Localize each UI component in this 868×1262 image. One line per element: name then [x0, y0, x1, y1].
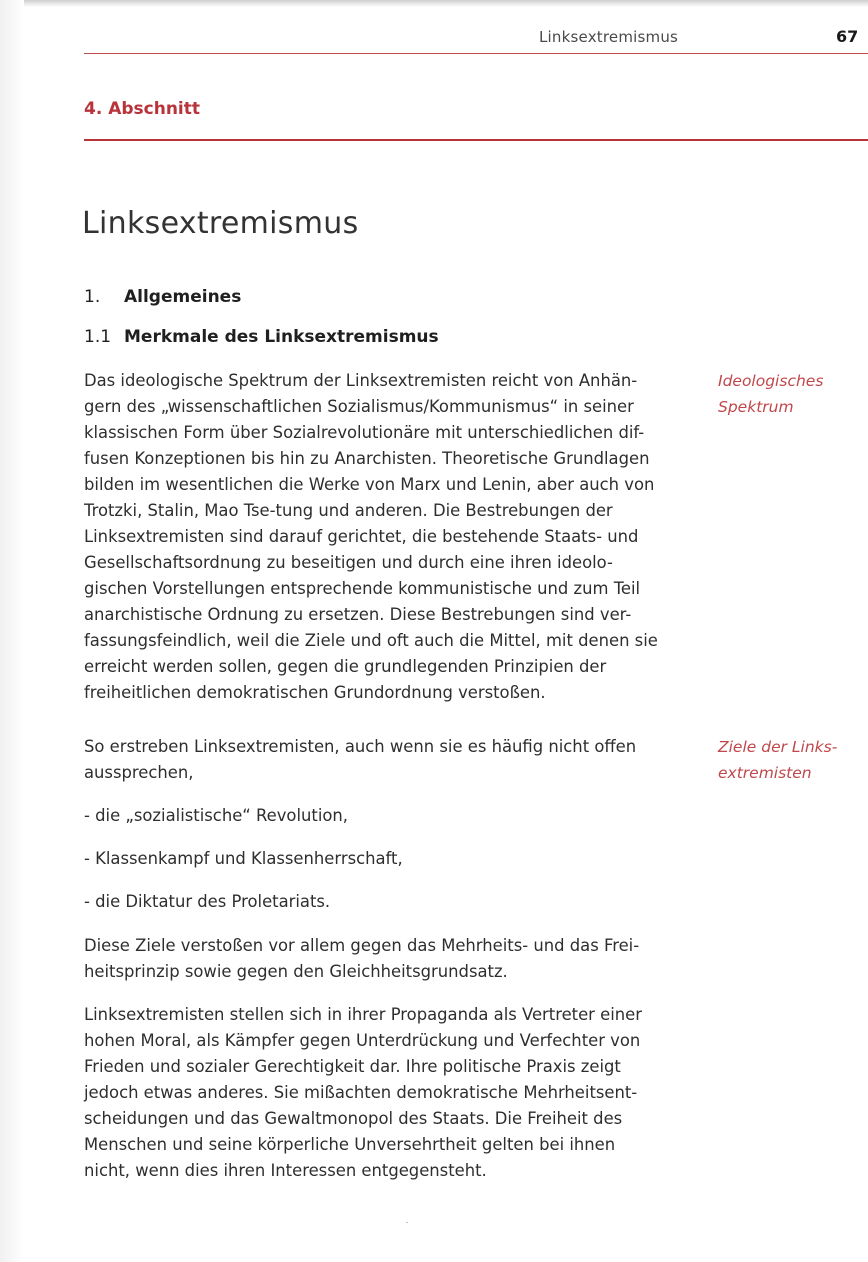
text-line: gern des „wissenschaftlichen Sozialismus/Kommunismus“ in seiner: [84, 397, 634, 416]
heading-number: 1.1: [84, 327, 112, 347]
text-line: nicht, wenn dies ihren Interessen entgegensteht.: [84, 1161, 487, 1180]
text-line: Das ideologische Spektrum der Linksextremisten reicht von Anhän-: [84, 371, 638, 390]
margin-note-line: extremisten: [718, 764, 812, 782]
section-label: 4. Abschnitt: [84, 99, 201, 119]
text-line: freiheitlichen demokratischen Grundordnung verstoßen.: [84, 683, 546, 702]
text-line: aussprechen,: [84, 763, 194, 782]
paragraph-ziele-verstossen: [84, 933, 700, 985]
text-line: Linksextremisten sind darauf gerichtet, die bestehende Staats- und: [84, 527, 639, 546]
heading-merkmale: [84, 327, 439, 347]
text-line: anarchistische Ordnung zu ersetzen. Diese Bestrebungen sind ver-: [84, 605, 632, 624]
scan-top-shadow: [0, 0, 868, 7]
scan-speck: [406, 1222, 408, 1223]
paragraph-ziele-intro: [84, 734, 700, 786]
margin-note-ziele: [718, 734, 866, 786]
text-line: jedoch etwas anderes. Sie mißachten demokratische Mehrheitsent-: [84, 1083, 638, 1102]
scan-left-shadow: [0, 0, 24, 1262]
header-divider: [84, 53, 868, 54]
text-line: fassungsfeindlich, weil die Ziele und oft auch die Mittel, mit denen sie: [84, 631, 658, 650]
heading-text: Merkmale des Linksextremismus: [124, 327, 439, 347]
text-line: Trotzki, Stalin, Mao Tse-tung und anderen. Die Bestrebungen der: [84, 501, 613, 520]
page-number: 67: [836, 27, 859, 46]
text-line: erreicht werden sollen, gegen die grundlegenden Prinzipien der: [84, 657, 607, 676]
paragraph-propaganda: [84, 1002, 700, 1184]
heading-number: 1.: [84, 287, 101, 307]
heading-allgemeines: [84, 287, 241, 307]
text-line: Gesellschaftsordnung zu beseitigen und durch eine ihren ideolo-: [84, 553, 613, 572]
text-line: bilden im wesentlichen die Werke von Marx und Lenin, aber auch von: [84, 475, 655, 494]
margin-note-line: Ziele der Links-: [718, 738, 838, 756]
section-divider: [84, 139, 868, 141]
margin-note-line: Ideologisches: [718, 372, 824, 390]
text-line: Linksextremisten stellen sich in ihrer Propaganda als Vertreter einer: [84, 1005, 642, 1024]
text-line: klassischen Form über Sozialrevolutionäre mit unterschiedlichen dif-: [84, 423, 645, 442]
running-header-title: Linksextremismus: [539, 28, 679, 46]
chapter-title: Linksextremismus: [82, 206, 359, 241]
list-item: - die „sozialistische“ Revolution,: [84, 806, 349, 825]
paragraph-ideologisches-spektrum: [84, 368, 700, 706]
text-line: So erstreben Linksextremisten, auch wenn sie es häufig nicht offen: [84, 737, 637, 756]
text-line: hohen Moral, als Kämpfer gegen Unterdrückung und Verfechter von: [84, 1031, 641, 1050]
text-line: gischen Vorstellungen entsprechende kommunistische und zum Teil: [84, 579, 641, 598]
margin-note-line: Spektrum: [718, 398, 794, 416]
list-item: - die Diktatur des Proletariats.: [84, 892, 331, 911]
text-line: Frieden und sozialer Gerechtigkeit dar. Ihre politische Praxis zeigt: [84, 1057, 621, 1076]
margin-note-ideologisches-spektrum: [718, 368, 866, 420]
heading-text: Allgemeines: [124, 287, 242, 307]
text-line: Diese Ziele verstoßen vor allem gegen das Mehrheits- und das Frei-: [84, 936, 640, 955]
text-line: scheidungen und das Gewaltmonopol des Staats. Die Freiheit des: [84, 1109, 623, 1128]
text-line: Menschen und seine körperliche Unversehrtheit gelten bei ihnen: [84, 1135, 616, 1154]
text-line: heitsprinzip sowie gegen den Gleichheitsgrundsatz.: [84, 962, 508, 981]
list-item: - Klassenkampf und Klassenherrschaft,: [84, 849, 403, 868]
text-line: fusen Konzeptionen bis hin zu Anarchisten. Theoretische Grundlagen: [84, 449, 650, 468]
